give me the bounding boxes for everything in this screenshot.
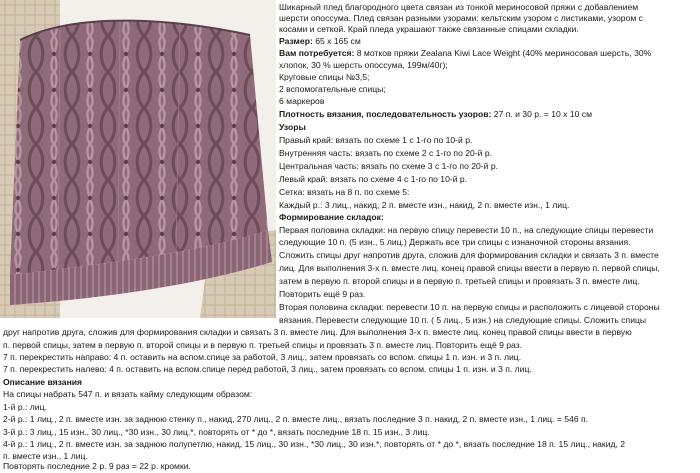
- text-line: 7 п. перекрестить налево: 4 п. оставить на вспом.спице перед работой, 3 лиц., затем провязать со вспом. спицы 1 п. изн. и 3 п. лиц.: [3, 364, 532, 374]
- text-line: Шикарный плед благородного цвета связан из тонкой мериносовой пряжи с добавлением: [279, 2, 639, 12]
- text-line: хлопок, 30 % шерсть опоссума, 199м/40г);: [279, 60, 448, 70]
- text-line: [279, 48, 651, 59]
- label: Плотность вязания, последовательность узоров:: [279, 109, 492, 119]
- text-line: затем в первую п. второй спицы и в первую п. третьей спицы и провязать 3 п. вместе лиц.: [279, 276, 640, 286]
- text-line: Вторая половина складки: перевести 10 п. на первую спицы и расположить с лицевой стороны: [279, 302, 660, 312]
- value: 8 мотков пряжи Zealana Kiwi Lace Weight (40% мериносовая шерсть, 30%: [354, 48, 652, 58]
- text-line: шерсти опоссума. Плед связан разными узорами: кельтским узором с листиками, узором с: [279, 13, 643, 23]
- text-line: друг напротив друга, сложив для формирования складки и связать 3 п. вместе лиц. Для выполнения 3-х п. вместе лиц. конец правой спицы ввести в первую: [3, 327, 632, 337]
- label: Вам потребуется:: [279, 48, 355, 58]
- text-line: 4-й р.: 1 лиц., 2 п. вместе изн. за заднюю полупетлю, накид, 15 лиц., 30 изн., *30 лиц., 30 изн.*, повторять от * до *, вязать последние 18 п. 15 лиц., накид, 2: [3, 439, 626, 449]
- text-line: п. вместе изн., 1 лиц.: [3, 451, 88, 461]
- text-line: [279, 109, 592, 120]
- text-line: Каждый р.: 3 лиц., накид, 2 п. вместе изн., накид, 2 п. вместе изн., 1 лиц.: [279, 200, 570, 210]
- section-heading: Узоры: [279, 122, 306, 132]
- text-line: Правый край: вязать по схеме 1 с 1-го по 10-й р.: [279, 135, 473, 145]
- text-line: 2 вспомогательные спицы;: [279, 84, 386, 94]
- text-line: Внутренняя часть: вязать по схеме 2 с 1-го по 20-й р.: [279, 148, 493, 158]
- text-line: Первая половина складки: на первую спицу перевести 10 п., на следующие спицы перевести: [279, 225, 654, 235]
- text-line: Повторить ещё 9 раз.: [279, 289, 366, 299]
- text-line: вязания. Перевести следующие 10 п. ( 5 лиц., 5 изн.) на следующие спицы. Сложить спицы: [279, 315, 647, 325]
- text-line: 7 п. перекрестить направо: 4 п. оставить на вспом.спице за работой, 3 лиц., затем провязать со вспом. спицы 1 п. изн. и 3 п. лиц.: [3, 352, 522, 362]
- value: 27 п. и 30 р. = 10 х 10 см: [491, 109, 593, 119]
- text-line: 1-й р.: лиц.: [3, 402, 47, 412]
- text-line: На спицы набрать 547 п. и вязать кайму следующим образом:: [3, 389, 253, 399]
- text-line: косами и сеткой. Край пледа украшают также связанные спицами складки.: [279, 24, 579, 34]
- text-line: 2-й р.: 1 лиц., 2 п. вместе изн. за заднюю стенку п., накид, 270 лиц., 2 п. вместе лиц., вязать последние 3 п. накид, 2 п. вместе изн., 1 лиц. = 546 п.: [3, 414, 589, 424]
- text-line: п. первой спицы, затем в первую п. второй спицы и в первую п. третьей спицы и провязать 3 п. вместе лиц. Повторить ещё 9 раз.: [3, 340, 523, 350]
- text-line: Центральная часть: вязать по схеме 3 с 1-го по 20-й р.: [279, 161, 499, 171]
- text-line: Повторять последние 2 р. 9 раз = 22 р. кромки.: [3, 461, 191, 471]
- text-line: Левый край: вязать по схеме 4 с 1-го по 10-й р.: [279, 174, 468, 184]
- text-line: Круговые спицы №3,5;: [279, 72, 370, 82]
- text-line: Сетка: вязать на 8 п. по схеме 5:: [279, 187, 410, 197]
- section-heading: Описание вязания: [3, 377, 83, 387]
- label: Размер:: [279, 36, 313, 46]
- value: 65 х 165 см: [312, 36, 361, 46]
- text-line: 6 маркеров: [279, 96, 325, 106]
- section-heading: Формирование складок:: [279, 212, 384, 222]
- text-line: [279, 36, 361, 47]
- text-line: лиц. Для выполнения 3-х п. вместе лиц. конец правой спицы ввести в первую п. первой спицы,: [279, 263, 660, 273]
- text-line: 3-й р.: 3 лиц., 15 изн., 30 лиц., *30 изн., 30 лиц.*, повторять от * до *, вязать последние 18 п. 15 изн., 3 лиц.: [3, 427, 430, 437]
- text-line: следующие 10 п. (5 изн., 5 лиц.) Держать все три спицы с изнаночной стороны вязания.: [279, 237, 631, 247]
- text-line: Сложить спицы друг напротив друга, сложив для формирования складки и связать 3 п. вместе: [279, 250, 659, 260]
